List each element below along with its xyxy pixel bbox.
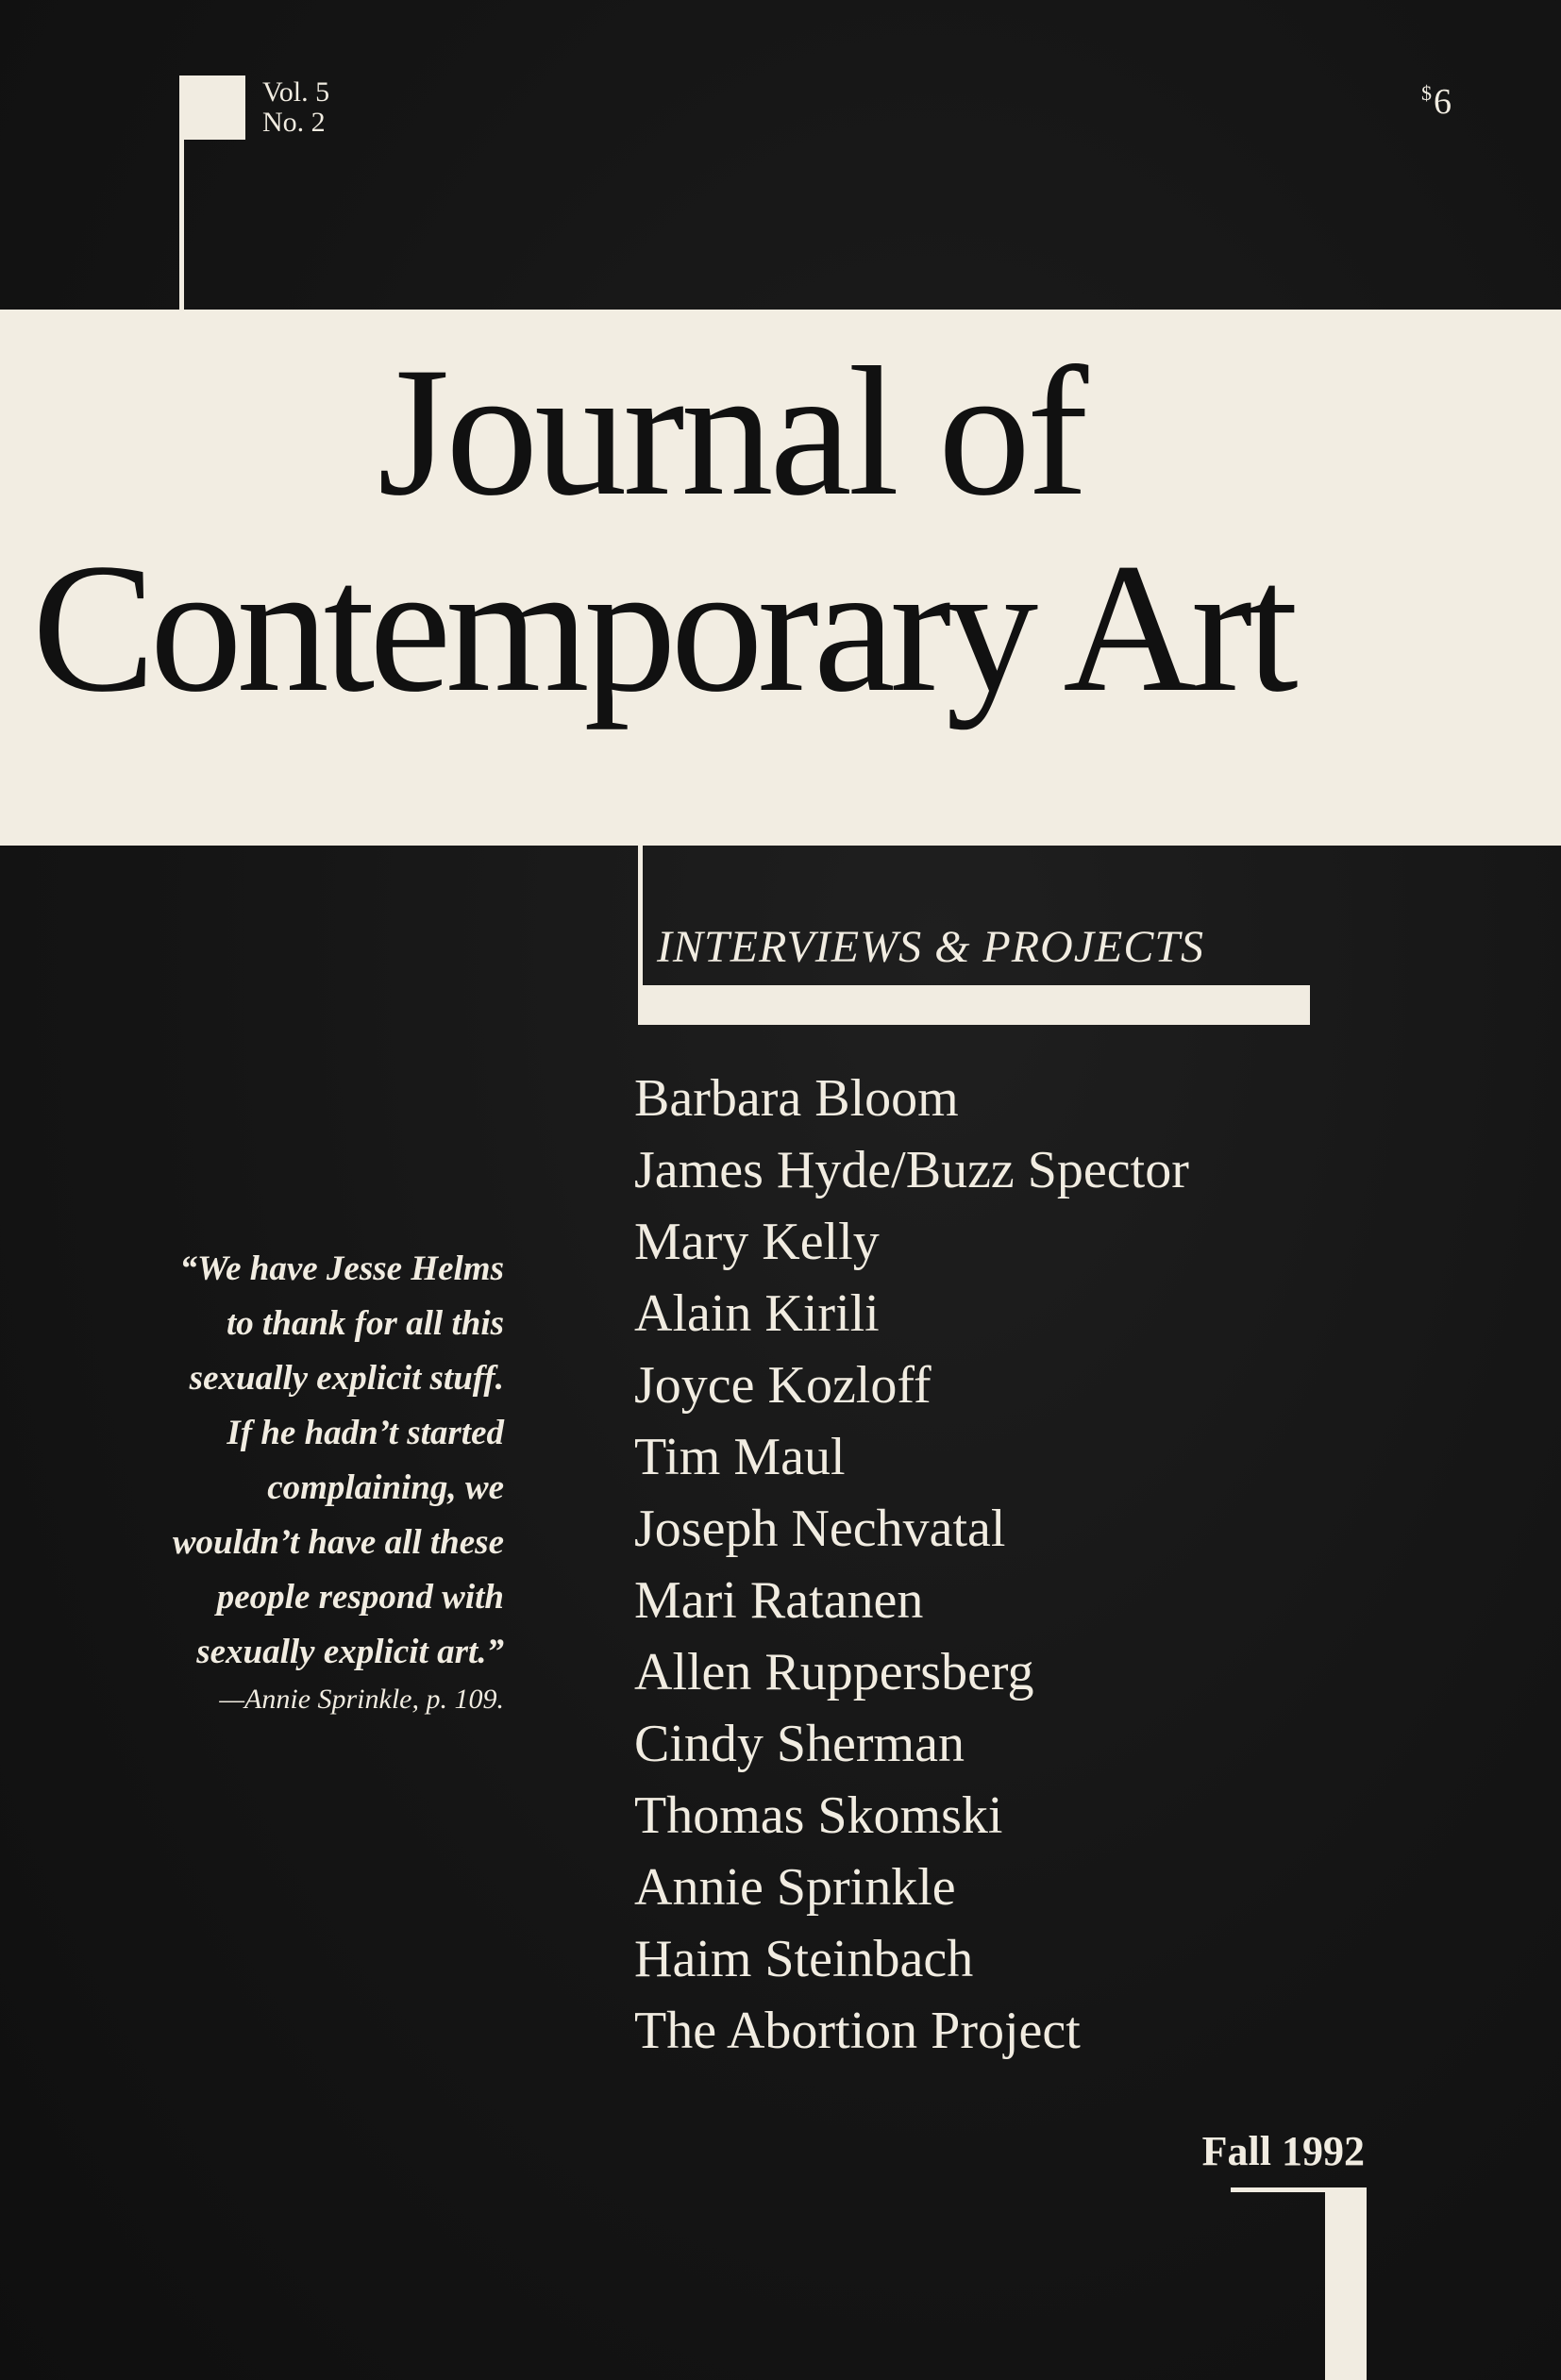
list-item: Barbara Bloom (634, 1069, 959, 1128)
quote-line: people respond with (216, 1578, 504, 1617)
price (1421, 81, 1452, 123)
list-item: Haim Steinbach (634, 1930, 974, 1988)
price-value: 6 (1434, 82, 1452, 122)
list-item: Joyce Kozloff (634, 1356, 932, 1415)
quote-attribution: —Annie Sprinkle, p. 109. (219, 1684, 504, 1715)
list-item: Joseph Nechvatal (634, 1500, 1006, 1558)
title-line-2: Contemporary Art (32, 526, 1293, 730)
number-label: No. 2 (262, 107, 326, 138)
list-item: Mari Ratanen (634, 1571, 924, 1630)
list-item: Tim Maul (634, 1428, 846, 1486)
contributor-list (634, 1063, 1189, 2067)
quote-line: complaining, we (267, 1468, 504, 1507)
quote-line: sexually explicit art.” (196, 1633, 504, 1671)
quote-line: wouldn’t have all these (172, 1523, 504, 1562)
quote-line: If he hadn’t started (227, 1414, 504, 1452)
issue-season: Fall 1992 (1201, 2128, 1365, 2174)
list-item: Thomas Skomski (634, 1786, 1003, 1845)
list-item: Cindy Sherman (634, 1715, 965, 1773)
flag-box (179, 75, 245, 140)
list-item: James Hyde/Buzz Spector (634, 1141, 1189, 1199)
quote-line: to thank for all this (226, 1304, 504, 1343)
list-item: The Abortion Project (634, 2002, 1081, 2060)
list-item: Mary Kelly (634, 1213, 880, 1271)
list-item: Annie Sprinkle (634, 1858, 956, 1917)
issue-info (262, 77, 329, 138)
price-currency: $ (1421, 81, 1432, 105)
quote-line: sexually explicit stuff. (189, 1359, 504, 1398)
title-line-1: Journal of (378, 329, 1085, 534)
season-rule-vertical (1325, 2187, 1367, 2380)
list-item: Allen Ruppersberg (634, 1643, 1034, 1701)
pull-quote (51, 1242, 504, 1680)
section-rule-bar (638, 985, 1310, 1025)
list-item: Alain Kirili (634, 1284, 880, 1343)
section-label: INTERVIEWS & PROJECTS (657, 922, 1205, 972)
quote-line: “We have Jesse Helms (179, 1249, 504, 1288)
volume-label: Vol. 5 (262, 76, 330, 108)
